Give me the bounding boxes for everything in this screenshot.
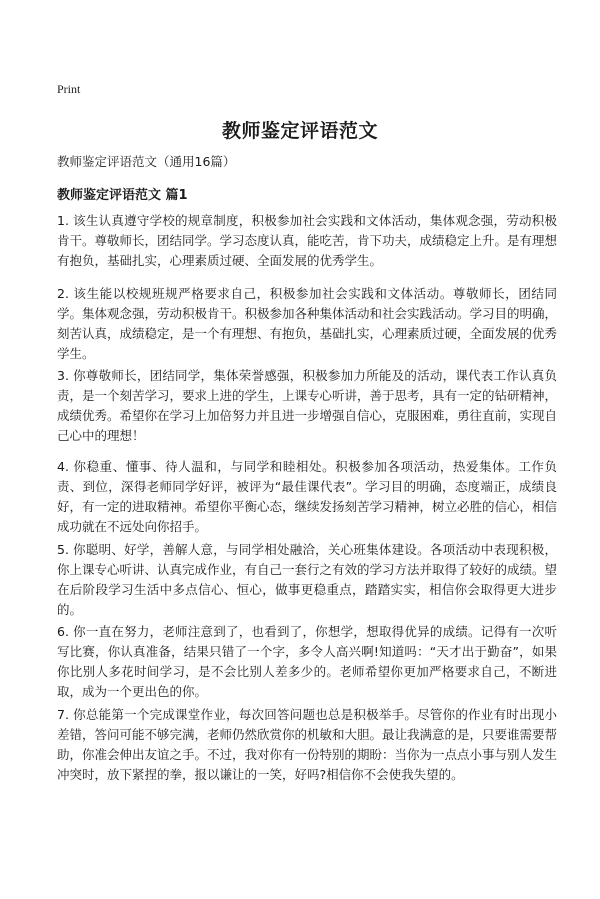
print-link[interactable]: Print — [57, 82, 81, 96]
comment-paragraph-7: 7. 你总能第一个完成课堂作业，每次回答问题也总是积极举手。尽管你的作业有时出现小差错，答问可能不够完满，老师仍然欣赏你的机敏和大胆。最让我满意的是，只要谁需要帮助，你准会伸出友谊之手。不过，我对你有一份特别的期盼：当你为一点点小事与别人发生冲突时，放下紧捏的拳，报以谦让的一笑，好吗?相信你不会使我失望的。 — [57, 707, 558, 782]
comment-paragraph-2: 2. 该生能以校规班规严格要求自己，积极参加社会实践和文体活动。尊敬师长，团结同学。集体观念强，劳动积极肯干。积极参加各种集体活动和社会实践活动。学习目的明确，刻苦认真，成绩稳定，是一个有理想、有抱负，基础扎实，心理素质过硬，全面发展的优秀学生。 — [57, 286, 558, 361]
comment-paragraph-4: 4. 你稳重、懂事、待人温和，与同学和睦相处。积极参加各项活动，热爱集体。工作负责、到位，深得老师同学好评，被评为“最佳课代表”。学习目的明确，态度端正，成绩良好，有一定的进取精神。希望你平衡心态，继续发扬刻苦学习精神，树立必胜的信心，相信成功就在不远处向你招手。 — [57, 459, 558, 534]
comment-paragraph-1: 1. 该生认真遵守学校的规章制度，积极参加社会实践和文体活动，集体观念强，劳动积极肯干。尊敬师长，团结同学。学习态度认真，能吃苦，肯下功夫，成绩稳定上升。是有理想有抱负，基础扎实，心理素质过硬、全面发展的优秀学生。 — [57, 213, 558, 268]
document-subtitle: 教师鉴定评语范文（通用16篇） — [57, 154, 236, 169]
section-heading: 教师鉴定评语范文 篇1 — [57, 188, 188, 203]
comment-paragraph-6: 6. 你一直在努力，老师注意到了，也看到了，你想学，想取得优异的成绩。记得有一次听写比赛，你认真准备，结果只错了一个字，多令人高兴啊!知道吗：“天才出于勤奋”，如果你比别人多花时间学习，是不会比别人差多少的。老师希望你更加严格要求自己，不断进取，成为一个更出色的你。 — [57, 624, 557, 699]
comment-paragraph-5: 5. 你聪明、好学，善解人意，与同学相处融洽，关心班集体建设。各项活动中表现积极，你上课专心听讲、认真完成作业，有自己一套行之有效的学习方法并取得了较好的成绩。望在后阶段学习生活中多点信心、恒心，做事更稳重点，踏踏实实，相信你会取得更大进步的。 — [57, 542, 558, 617]
page-title: 教师鉴定评语范文 — [221, 120, 378, 142]
comment-paragraph-3: 3. 你尊敬师长，团结同学，集体荣誉感强，积极参加力所能及的活动，课代表工作认真负责，是一个刻苦学习，要求上进的学生，上课专心听讲，善于思考，具有一定的钻研精神，成绩优秀。希望你在学习上加倍努力并且进一步增强自信心，克服困难，勇往直前，实现自己心中的理想！ — [57, 368, 558, 443]
